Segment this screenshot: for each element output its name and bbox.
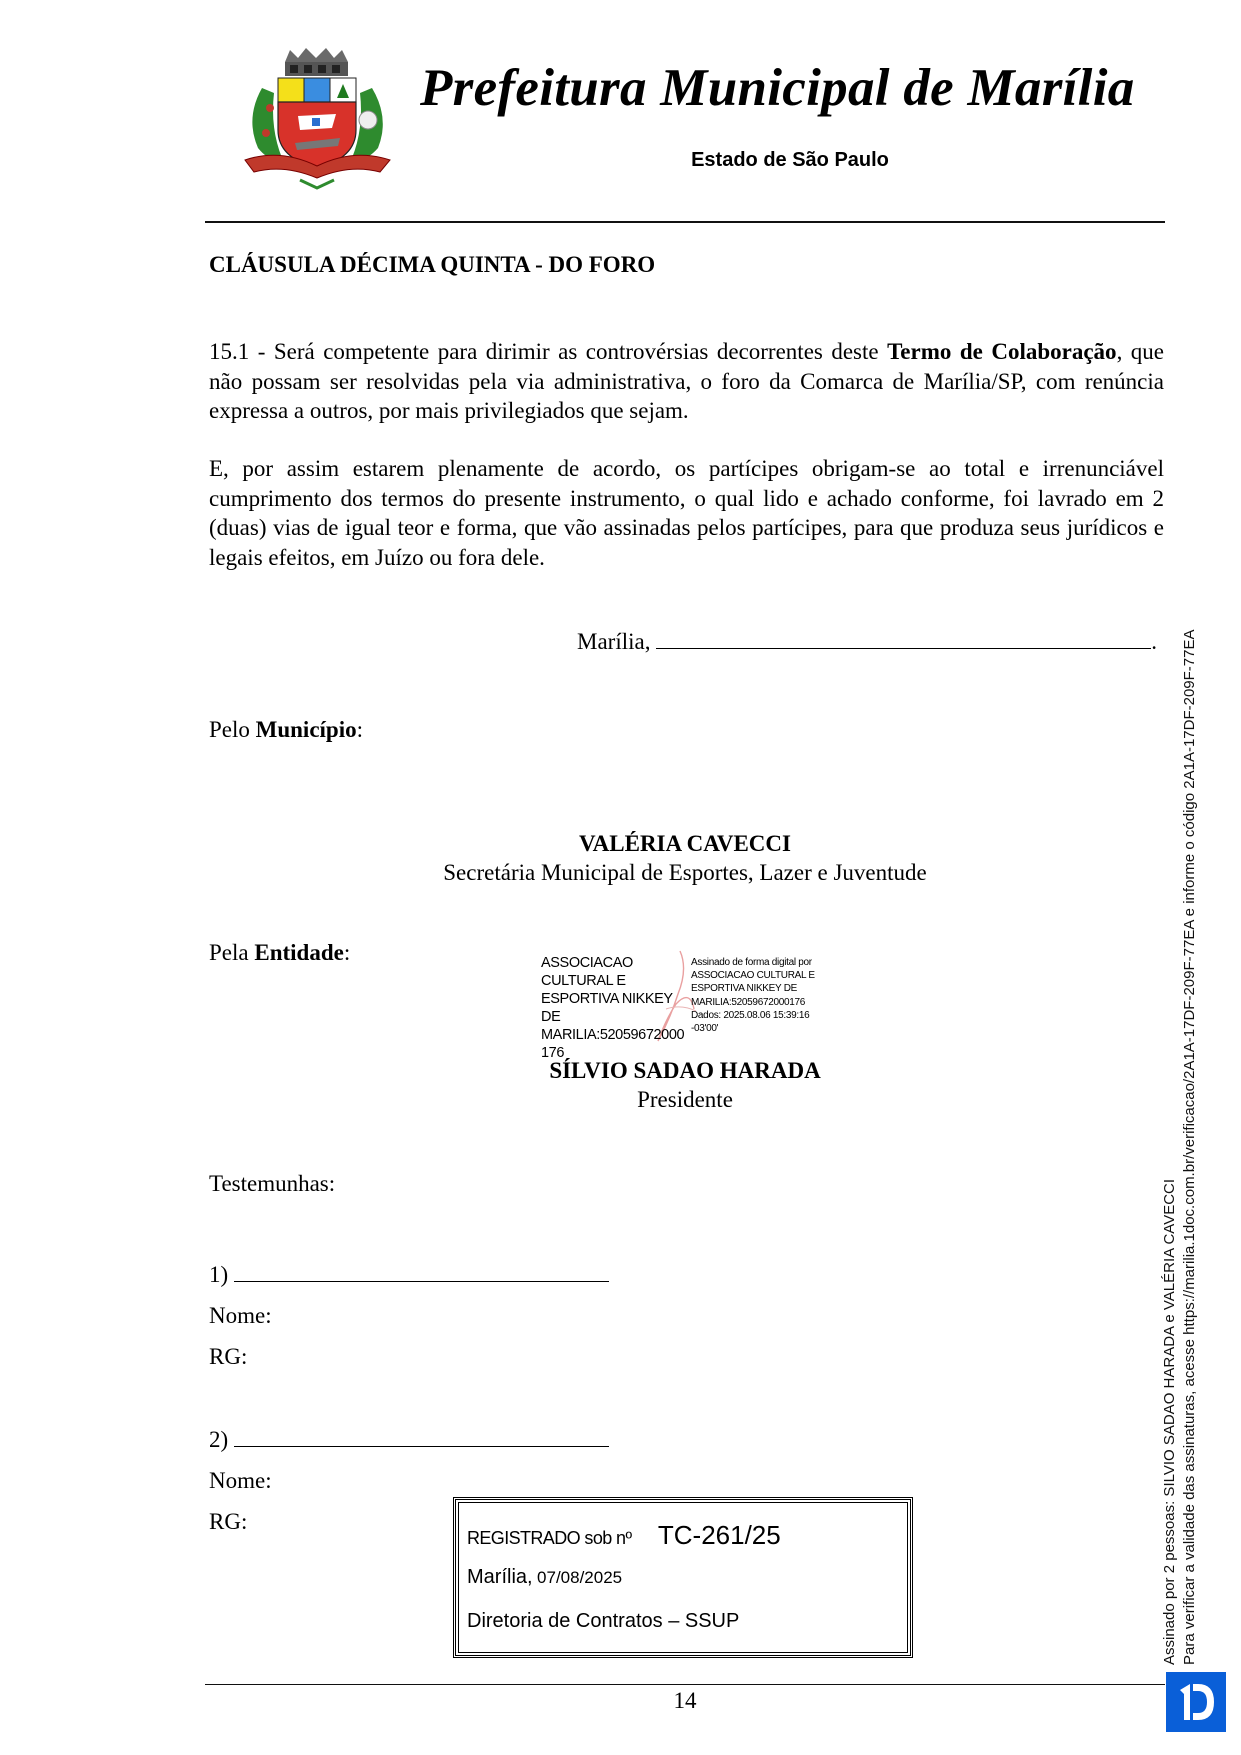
sig-detail-line: -03'00': [691, 1023, 719, 1035]
sig-detail-line: MARILIA:52059672000176: [691, 996, 806, 1008]
paragraph-1-bold: Termo de Colaboração: [887, 339, 1117, 364]
witness-2-rg-label: RG:: [209, 1509, 248, 1534]
page-subtitle: Estado de São Paulo: [691, 149, 889, 171]
sig-detail-line: Assinado de forma digital por: [691, 957, 812, 968]
paragraph-1-prefix: 15.1 - Será competente para dirimir as controvérsias decorrentes deste: [209, 339, 888, 364]
sig-detail-line: ASSOCIACAO CULTURAL E: [691, 970, 815, 982]
date-place: Marília,: [577, 629, 651, 654]
sig-name-line: MARILIA:52059672000: [541, 1027, 685, 1043]
entidade-label-prefix: Pela: [209, 940, 255, 965]
paragraph-1-suffix: , que não possam ser resolvidas pela via administrativa, o foro da Comarca de Marília/SP, com renúncia expressa a outros, por mais privilegiados que sejam.: [209, 339, 1165, 423]
entidade-label: [209, 940, 350, 966]
page-number: 14: [673, 1688, 697, 1713]
entidade-label-suffix: :: [343, 940, 351, 965]
witnesses-label: Testemunhas:: [209, 1171, 336, 1196]
stamp-registration-number: TC-261/25: [657, 1520, 781, 1550]
entidade-signer-role: Presidente: [637, 1087, 733, 1112]
sig-name-line: ASSOCIACAO: [541, 955, 633, 971]
sig-detail-line: ESPORTIVA NIKKEY DE: [691, 983, 798, 995]
stamp-department: Diretoria de Contratos – SSUP: [467, 1610, 740, 1632]
stamp-date: 07/08/2025: [537, 1568, 623, 1587]
entidade-label-bold: Entidade: [254, 940, 344, 965]
date-end: .: [1151, 629, 1157, 654]
date-line: [577, 629, 1167, 655]
witness-2-signature-field[interactable]: [234, 1446, 609, 1447]
sig-detail-line: Dados: 2025.08.06 15:39:16: [691, 1009, 810, 1021]
clause-paragraph-1: [209, 337, 1164, 426]
witness-2-name-label: Nome:: [209, 1468, 272, 1493]
clause-paragraph-2: E, por assim estarem plenamente de acordo, os partícipes obrigam-se ao total e irrenunciável cumprimento dos termos do presente instrumento, o qual lido e achado conforme, foi lavrado em 2 (duas) vias de igual teor e forma, que vão assinadas pelos partícipes, para que produza seus jurídicos e legais efeitos, em Juízo ou fora dele.: [209, 456, 1164, 570]
digital-signature[interactable]: [541, 954, 901, 1061]
witness-number: 2): [209, 1427, 229, 1452]
stamp-registered-label: REGISTRADO sob nº: [467, 1528, 632, 1548]
witness-1-signature-field[interactable]: [234, 1281, 609, 1282]
entidade-signer-name: SÍLVIO SADAO HARADA: [549, 1058, 821, 1083]
stamp-city: Marília,: [467, 1566, 533, 1588]
municipio-signer-role: Secretária Municipal de Esportes, Lazer e Juventude: [443, 860, 927, 885]
municipio-signature-block: [360, 829, 1010, 887]
municipio-label: [209, 717, 363, 743]
registration-stamp: [453, 1497, 913, 1658]
municipio-signer-name: VALÉRIA CAVECCI: [579, 831, 791, 856]
date-blank-field[interactable]: [656, 648, 1151, 649]
municipio-label-bold: Município: [255, 717, 357, 742]
witness-number: 1): [209, 1262, 229, 1287]
side-signature-notice: Assinado por 2 pessoas: SILVIO SADAO HARADA e VALÉRIA CAVECCI: [1161, 1178, 1178, 1665]
stamp-registration-row: [467, 1520, 781, 1551]
witness-1: [209, 1254, 609, 1377]
municipio-label-prefix: Pelo: [209, 717, 256, 742]
digital-signature-details: [691, 956, 871, 1035]
page-title: Prefeitura Municipal de Marília: [420, 59, 1135, 117]
sig-name-line: 176: [541, 1045, 564, 1061]
stamp-date-row: [467, 1566, 622, 1589]
sig-name-line: ESPORTIVA NIKKEY DE: [541, 991, 673, 1025]
entidade-signature-block: [360, 1056, 1010, 1114]
sig-name-line: CULTURAL E: [541, 973, 626, 989]
footer-divider: [205, 1684, 1165, 1685]
municipio-label-suffix: :: [356, 717, 363, 742]
1doc-logo-icon[interactable]: [1166, 1672, 1226, 1732]
clause-heading: CLÁUSULA DÉCIMA QUINTA - DO FORO: [209, 252, 656, 277]
header-divider: [205, 221, 1165, 223]
side-verification-notice[interactable]: Para verificar a validade das assinaturas, acesse https://marilia.1doc.com.br/verificacao/2A1A-17DF-209F-77EA e informe o código 2A1A-17DF-209F-77EA: [1181, 629, 1198, 1665]
witness-1-rg-label: RG:: [209, 1344, 248, 1369]
witness-1-name-label: Nome:: [209, 1303, 272, 1328]
digital-signature-name: [541, 954, 691, 1062]
coat-of-arms-icon: [240, 48, 395, 190]
